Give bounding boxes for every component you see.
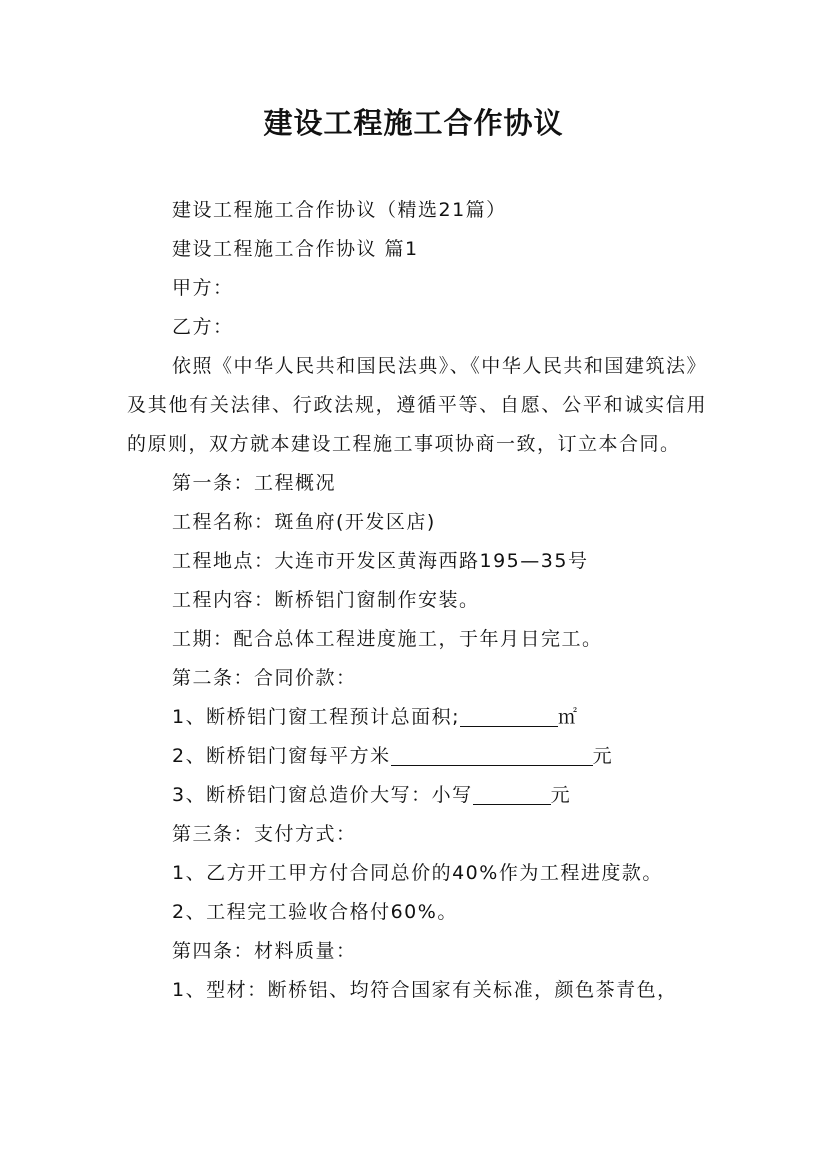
- price-item-3-label: 3、断桥铝门窗总造价大写：小写: [172, 784, 473, 806]
- project-period-line: 工期：配合总体工程进度施工，于年月日完工。: [172, 628, 603, 650]
- article-3-heading: 第三条：支付方式：: [172, 823, 357, 845]
- price-item-1-label: 1、断桥铝门窗工程预计总面积;: [172, 706, 460, 728]
- document-body: [127, 191, 707, 1010]
- price-item-2-unit: 元: [592, 745, 614, 767]
- fill-blank-unit-price: [391, 743, 593, 766]
- material-item-1: 1、型材：断桥铝、均符合国家有关标准，颜色茶青色，: [172, 979, 678, 1001]
- price-item-1-unit: ㎡: [558, 706, 579, 728]
- price-item-3-unit: 元: [550, 784, 572, 806]
- article-1-heading: 第一条：工程概况: [172, 472, 337, 494]
- price-item-2-label: 2、断桥铝门窗每平方米: [172, 745, 391, 767]
- price-item-2: [127, 737, 707, 776]
- project-location-line: 工程地点：大连市开发区黄海西路195—35号: [172, 550, 589, 572]
- document-title: 建设工程施工合作协议: [263, 106, 564, 140]
- payment-item-2: 2、工程完工验收合格付60%。: [172, 901, 458, 923]
- article-4-heading: 第四条：材料质量：: [172, 940, 357, 962]
- project-name-line: 工程名称：斑鱼府(开发区店): [172, 511, 436, 533]
- project-content-line: 工程内容：断桥铝门窗制作安装。: [172, 589, 480, 611]
- article-2-heading: 第二条：合同价款：: [172, 667, 357, 689]
- party-b-line: 乙方：: [172, 316, 234, 338]
- party-a-line: 甲方：: [172, 277, 234, 299]
- subtitle-line: 建设工程施工合作协议（精选21篇）: [172, 199, 507, 221]
- price-item-1: [127, 698, 707, 737]
- payment-item-1: 1、乙方开工甲方付合同总价的40%作为工程进度款。: [172, 862, 663, 884]
- fill-blank-area: [460, 704, 558, 727]
- preamble-paragraph: 依照《中华人民共和国民法典》、《中华人民共和国建筑法》及其他有关法律、行政法规，遵循平等、自愿、公平和诚实信用的原则，双方就本建设工程施工事项协商一致，订立本合同。: [127, 355, 707, 455]
- fill-blank-total-price: [473, 782, 551, 805]
- price-item-3: [127, 776, 707, 815]
- section-heading: 建设工程施工合作协议 篇1: [172, 238, 419, 260]
